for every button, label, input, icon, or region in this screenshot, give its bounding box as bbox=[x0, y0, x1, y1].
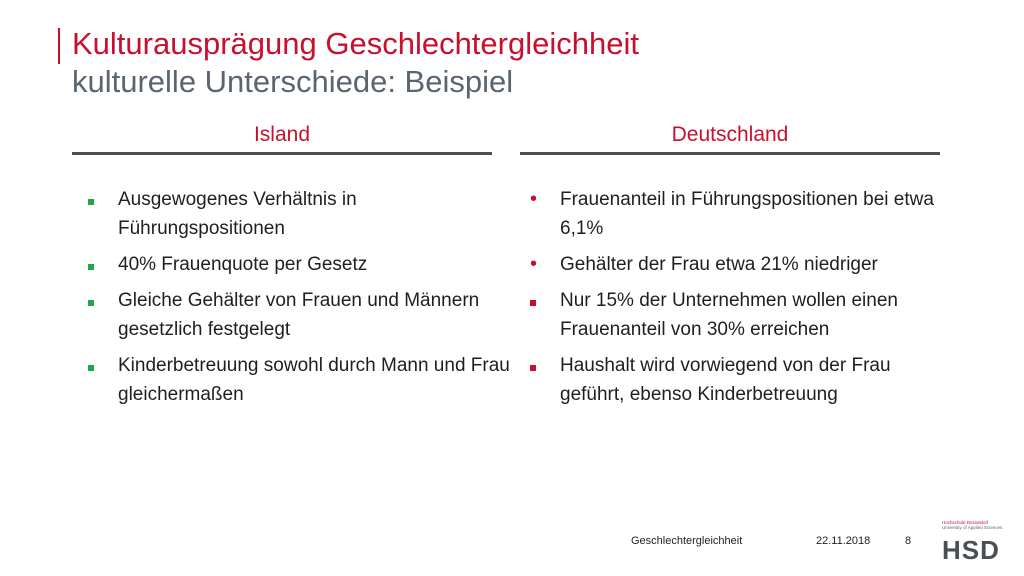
footer-topic: Geschlechtergleichheit bbox=[631, 535, 743, 547]
list-item bbox=[514, 286, 944, 344]
list-item bbox=[72, 250, 512, 279]
column-divider-island bbox=[72, 152, 492, 155]
list-item-text: 40% Frauenquote per Gesetz bbox=[118, 254, 368, 275]
logo-institution-line: Hochschule Düsseldorf bbox=[942, 520, 989, 525]
list-item-text: Frauenanteil in Führungspositionen bei etwa 6,1% bbox=[560, 189, 934, 239]
deutschland-list bbox=[514, 185, 944, 416]
column-divider-deutschland bbox=[520, 152, 940, 155]
slide-subtitle: kulturelle Unterschiede: Beispiel bbox=[72, 64, 514, 99]
logo-university-line: University of Applied Sciences bbox=[942, 525, 1003, 530]
bullet-square-icon bbox=[530, 286, 550, 315]
list-item-text: Gleiche Gehälter von Frauen und Männern gesetzlich festgelegt bbox=[118, 290, 480, 340]
list-item bbox=[514, 351, 944, 409]
bullet-square-icon bbox=[88, 250, 108, 279]
list-item-text: Gehälter der Frau etwa 21% niedriger bbox=[560, 254, 878, 275]
footer-page-number: 8 bbox=[905, 535, 912, 547]
list-item bbox=[72, 185, 512, 243]
bullet-dot-icon: • bbox=[530, 253, 538, 275]
list-item-text: Nur 15% der Unternehmen wollen einen Frauenanteil von 30% erreichen bbox=[560, 290, 898, 340]
list-item bbox=[514, 250, 944, 279]
list-item bbox=[514, 185, 944, 243]
title-accent-bar bbox=[58, 28, 60, 64]
bullet-square-icon bbox=[88, 185, 108, 214]
bullet-dot-icon: • bbox=[530, 188, 538, 210]
bullet-square-icon bbox=[88, 286, 108, 315]
slide-title: Kulturausprägung Geschlechtergleichheit bbox=[72, 26, 639, 61]
footer-date: 22.11.2018 bbox=[816, 535, 871, 547]
list-item-text: Ausgewogenes Verhältnis in Führungspositionen bbox=[118, 189, 357, 239]
hsd-logo bbox=[942, 520, 1016, 566]
list-item bbox=[72, 351, 512, 409]
column-heading-deutschland: Deutschland bbox=[671, 123, 789, 146]
logo-mark: HSD bbox=[942, 535, 1000, 565]
list-item bbox=[72, 286, 512, 344]
bullet-square-icon bbox=[530, 351, 550, 380]
list-item-text: Kinderbetreuung sowohl durch Mann und Frau gleichermaßen bbox=[118, 355, 510, 405]
list-item-text: Haushalt wird vorwiegend von der Frau geführt, ebenso Kinderbetreuung bbox=[560, 355, 891, 405]
bullet-square-icon bbox=[88, 351, 108, 380]
column-heading-island: Island bbox=[253, 123, 311, 146]
island-list bbox=[72, 185, 512, 416]
